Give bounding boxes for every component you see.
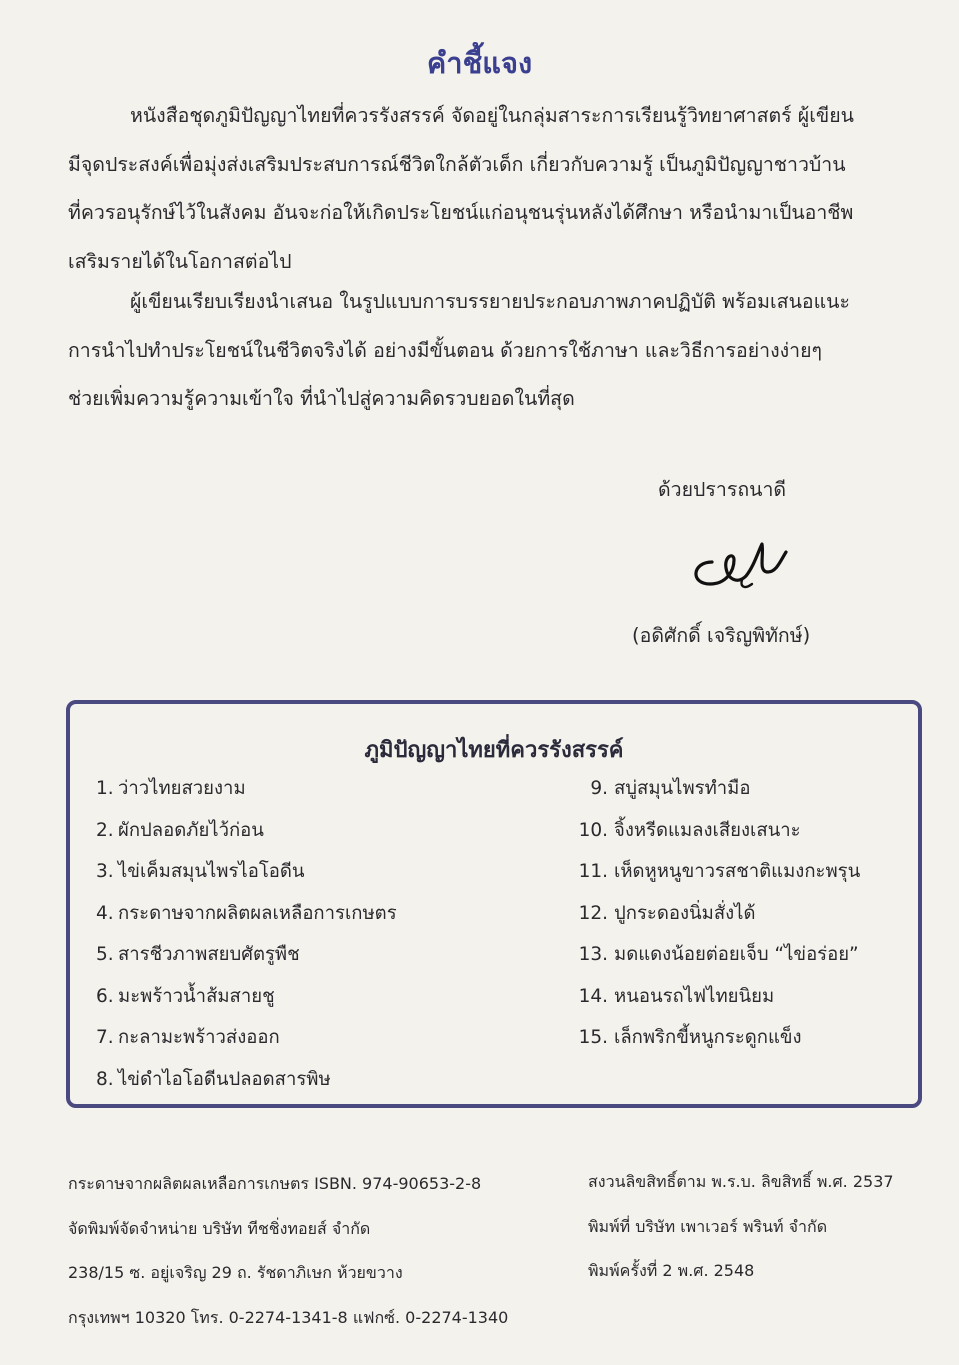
footer-line: พิมพ์ครั้งที่ 2 พ.ศ. 2548 <box>588 1261 755 1280</box>
list-item: 4. กระดาษจากผลิตผลเหลือการเกษตร <box>96 902 397 924</box>
publisher-info <box>68 1162 508 1340</box>
list-item: 11. เห็ดหูหนูขาวรสชาติแมงกะพรุน <box>578 861 861 882</box>
list-item: 5. สารชีวภาพสยบศัตรูพืช <box>96 944 300 965</box>
footer-line: จัดพิมพ์จัดจำหน่าย บริษัท ทีชชิ่งทอยส์ จำกัด <box>68 1218 371 1238</box>
list-item: 15. เล็กพริกขี้หนูกระดูกแข็ง <box>578 1027 802 1048</box>
list-item: 7. กะลามะพร้าวส่งออก <box>96 1027 280 1048</box>
footer-line: พิมพ์ที่ บริษัท เพาเวอร์ พรินท์ จำกัด <box>588 1216 828 1236</box>
series-title: ภูมิปัญญาไทยที่ควรรังสรรค์ <box>364 738 624 763</box>
copyright-info <box>588 1160 894 1294</box>
intro-paragraph <box>68 92 930 286</box>
paragraph-line: ผู้เขียนเรียบเรียงนำเสนอ ในรูปแบบการบรรยายประกอบภาพภาคปฏิบัติ พร้อมเสนอแนะ <box>130 290 850 313</box>
method-paragraph <box>68 278 930 424</box>
paragraph-line: มีจุดประสงค์เพื่อมุ่งส่งเสริมประสบการณ์ชีวิตใกล้ตัวเด็ก เกี่ยวกับความรู้ เป็นภูมิปัญญาชาวบ้าน <box>68 152 846 176</box>
footer-line: 238/15 ซ. อยู่เจริญ 29 ถ. รัชดาภิเษก ห้วยขวาง <box>68 1263 403 1282</box>
list-item: 9. สบู่สมุนไพรทำมือ <box>590 778 751 799</box>
footer-line: กรุงเทพฯ 10320 โทร. 0-2274-1341-8 แฟกซ์. 0-2274-1340 <box>68 1307 509 1327</box>
list-item: 14. หนอนรถไฟไทยนิยม <box>578 985 775 1007</box>
list-item: 3. ไข่เค็มสมุนไพรไอโอดีน <box>96 861 305 882</box>
signer-name: (อดิศักดิ์ เจริญพิทักษ์) <box>632 624 811 647</box>
list-item: 6. มะพร้าวน้ำส้มสายชู <box>96 985 275 1007</box>
handwritten-signature <box>682 522 802 602</box>
footer-line: สงวนลิขสิทธิ์ตาม พ.ร.บ. ลิขสิทธิ์ พ.ศ. 2537 <box>588 1172 894 1191</box>
closing-salutation: ด้วยปรารถนาดี <box>658 478 787 501</box>
series-list-right <box>570 768 860 1059</box>
footer-line: กระดาษจากผลิตผลเหลือการเกษตร ISBN. 974-90653-2-8 <box>68 1174 482 1193</box>
paragraph-line: ที่ควรอนุรักษ์ไว้ในสังคม อันจะก่อให้เกิดประโยชน์แก่อนุชนรุ่นหลังได้ศึกษา หรือนำมาเป็นอาชีพ <box>68 201 854 224</box>
list-item: 8. ไข่ดำไอโอดีนปลอดสารพิษ <box>96 1068 331 1090</box>
list-item: 10. จิ้งหรีดแมลงเสียงเสนาะ <box>578 819 801 841</box>
list-item: 13. มดแดงน้อยต่อยเจ็บ “ไข่อร่อย” <box>578 944 859 965</box>
list-item: 2. ผักปลอดภัยไว้ก่อน <box>96 819 264 841</box>
series-list-left <box>96 768 397 1100</box>
page-title: คำชี้แจง <box>426 46 533 80</box>
paragraph-line: ช่วยเพิ่มความรู้ความเข้าใจ ที่นำไปสู่ความคิดรวบยอดในที่สุด <box>68 387 575 410</box>
paragraph-line: หนังสือชุดภูมิปัญญาไทยที่ควรรังสรรค์ จัดอยู่ในกลุ่มสาระการเรียนรู้วิทยาศาสตร์ ผู้เขียน <box>130 104 854 127</box>
series-list-box <box>66 700 922 1108</box>
list-item: 12. ปูกระดองนิ่มสั่งได้ <box>578 902 756 924</box>
paragraph-line: เสริมรายได้ในโอกาสต่อไป <box>68 249 292 273</box>
list-item: 1. ว่าวไทยสวยงาม <box>96 778 246 799</box>
paragraph-line: การนำไปทำประโยชน์ในชีวิตจริงได้ อย่างมีขั้นตอน ด้วยการใช้ภาษา และวิธีการอย่างง่ายๆ <box>68 338 822 362</box>
